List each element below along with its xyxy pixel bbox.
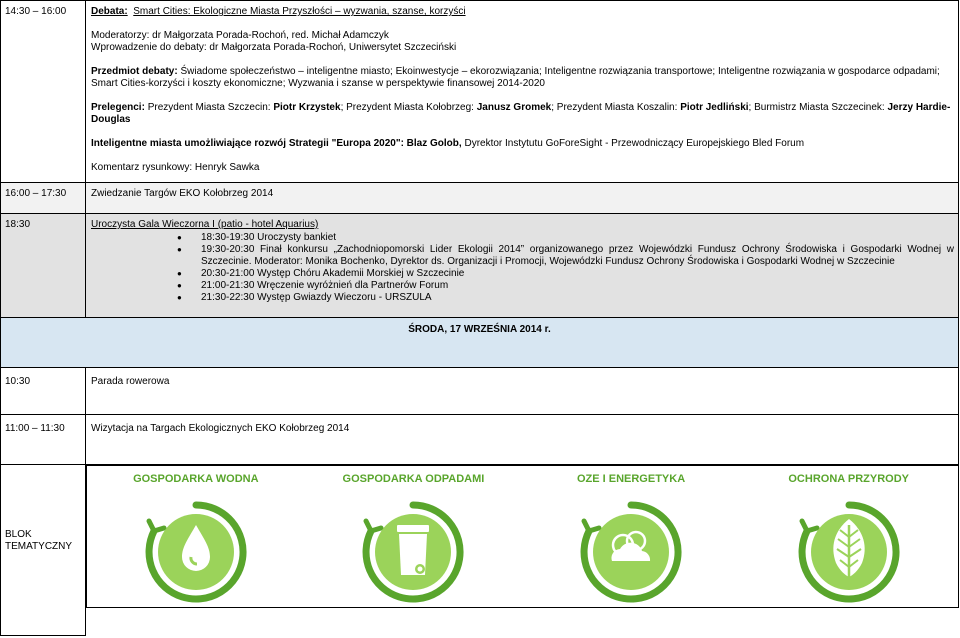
time-cell: [1, 183, 86, 214]
block-waste: [305, 466, 523, 607]
day-header-row: [1, 318, 959, 368]
time-cell: [1, 415, 86, 465]
time-label: 14:30 – 16:00: [5, 6, 67, 17]
block-title: OZE I ENERGETYKA: [576, 473, 686, 485]
speaker-name: Piotr Krzystek: [273, 102, 341, 113]
speakers-label: Prelegenci:: [91, 102, 145, 113]
speaker-name: Janusz Gromek: [476, 102, 552, 113]
content-cell: [86, 368, 959, 415]
time-label: 11:00 – 11:30: [5, 423, 65, 434]
time-cell: [1, 214, 86, 318]
block-title: GOSPODARKA ODPADAMI: [342, 473, 485, 485]
block-title: GOSPODARKA WODNA: [133, 473, 259, 485]
cartoon-commentary: Komentarz rysunkowy: Henryk Sawka: [91, 162, 260, 173]
content-cell: [86, 1, 959, 183]
content-cell: [86, 214, 959, 318]
moderators: Moderatorzy: dr Małgorzata Porada-Rochoń, red. Michał Adamczyk: [91, 30, 389, 41]
thematic-blocks: [86, 465, 959, 608]
speaker-role: Prezydent Miasta Szczecin:: [144, 102, 274, 113]
list-item: ● 21:30-22:30 Występ Gwiazdy Wieczoru - URSZULA: [91, 292, 954, 304]
speaker-role: ; Prezydent Miasta Koszalin:: [551, 102, 681, 113]
subject-label: Przedmiot debaty:: [91, 66, 178, 77]
list-item: ● 19:30-20:30 Finał konkursu „Zachodniopomorski Lider Ekologii 2014” organizowanego przez Wojewódzki Fundusz Ochrony Środowiska i Gospodarki Wodnej w Szczecinie. Moderator: Monika Bochenko, Dyrektor ds. Organizacji i Promocji, Wojewódzki Fundusz Ochrony Środowiska i Gospodarki Wodnej w Szczecinie: [91, 244, 954, 268]
time-label: 16:00 – 17:30: [5, 188, 67, 199]
time-label: 10:30: [5, 376, 31, 387]
list-item: ● 20:30-21:00 Występ Chóru Akademii Morskiej w Szczecinie: [91, 268, 954, 280]
speaker-name: Jerzy Hardie-Douglas: [91, 102, 951, 125]
content-cell: [86, 415, 959, 465]
intro-rest: Uniwersytet Szczeciński: [346, 42, 457, 53]
gala-program-list: [91, 232, 954, 304]
gala-row: [1, 214, 959, 318]
content-cell: [86, 183, 959, 214]
speaker-role: ; Prezydent Miasta Kołobrzeg:: [340, 102, 477, 113]
fair-inspection-row: [1, 415, 959, 465]
leaf-icon: [794, 497, 904, 607]
time-cell: [1, 1, 86, 183]
water-drop-icon: [141, 497, 251, 607]
gala-title: Uroczysta Gala Wieczorna I (patio - hotel Aquarius): [91, 219, 319, 230]
bike-parade-row: [1, 368, 959, 415]
subject-text: Świadome społeczeństwo – inteligentne miasto; Ekoinwestycje – ekorozwiązania; Inteligentne rozwiązania transportowe; Inteligentne rozwiązania w gospodarce odpadami; Smart Cities-korzyści i koszty ekonomiczne; Wyzwania i szanse w perspektywie finansowej 2014-2020: [91, 66, 940, 89]
fair-visit-text: Zwiedzanie Targów EKO Kołobrzeg 2014: [91, 188, 274, 199]
day-header: ŚRODA, 17 WRZEŚNIA 2014 r.: [408, 324, 551, 335]
waste-bin-icon: [358, 497, 468, 607]
list-item: ● 18:30-19:30 Uroczysty bankiet: [91, 232, 954, 244]
thematic-block-label: BLOK TEMATYCZNY: [5, 529, 73, 552]
keynote-rest: Dyrektor Instytutu GoForeSight - Przewodniczący Europejskiego Bled Forum: [461, 138, 805, 149]
fair-visit-row: [1, 183, 959, 214]
thematic-blocks-row: [1, 465, 959, 636]
speaker-name: Piotr Jedliński: [680, 102, 749, 113]
debate-row: [1, 1, 959, 183]
keynote-title: Inteligentne miasta umożliwiające rozwój Strategii "Europa 2020": Blaz Golob,: [91, 138, 462, 149]
time-label: 18:30: [5, 219, 31, 230]
block-nature: [740, 466, 958, 607]
speakers: [91, 102, 954, 126]
block-title: OCHRONA PRZYRODY: [788, 473, 909, 485]
time-cell: [1, 368, 86, 415]
fair-inspection-text: Wizytacja na Targach Ekologicznych EKO Kołobrzeg 2014: [91, 423, 350, 434]
cloud-energy-icon: [576, 497, 686, 607]
block-energy: [522, 466, 740, 607]
list-item: ● 21:00-21:30 Wręczenie wyróżnień dla Partnerów Forum: [91, 280, 954, 292]
speaker-role: ; Burmistrz Miasta Szczecinek:: [748, 102, 888, 113]
intro-label: Wprowadzenie do debaty: dr Małgorzata Porada-Rochoń,: [91, 42, 347, 53]
debate-label: Debata:: [91, 6, 128, 17]
time-cell: [1, 465, 86, 636]
bike-parade-text: Parada rowerowa: [91, 376, 170, 387]
block-water: [87, 466, 305, 607]
day-header-cell: [1, 318, 959, 368]
debate-title: Smart Cities: Ekologiczne Miasta Przyszłości – wyzwania, szanse, korzyści: [133, 6, 466, 17]
